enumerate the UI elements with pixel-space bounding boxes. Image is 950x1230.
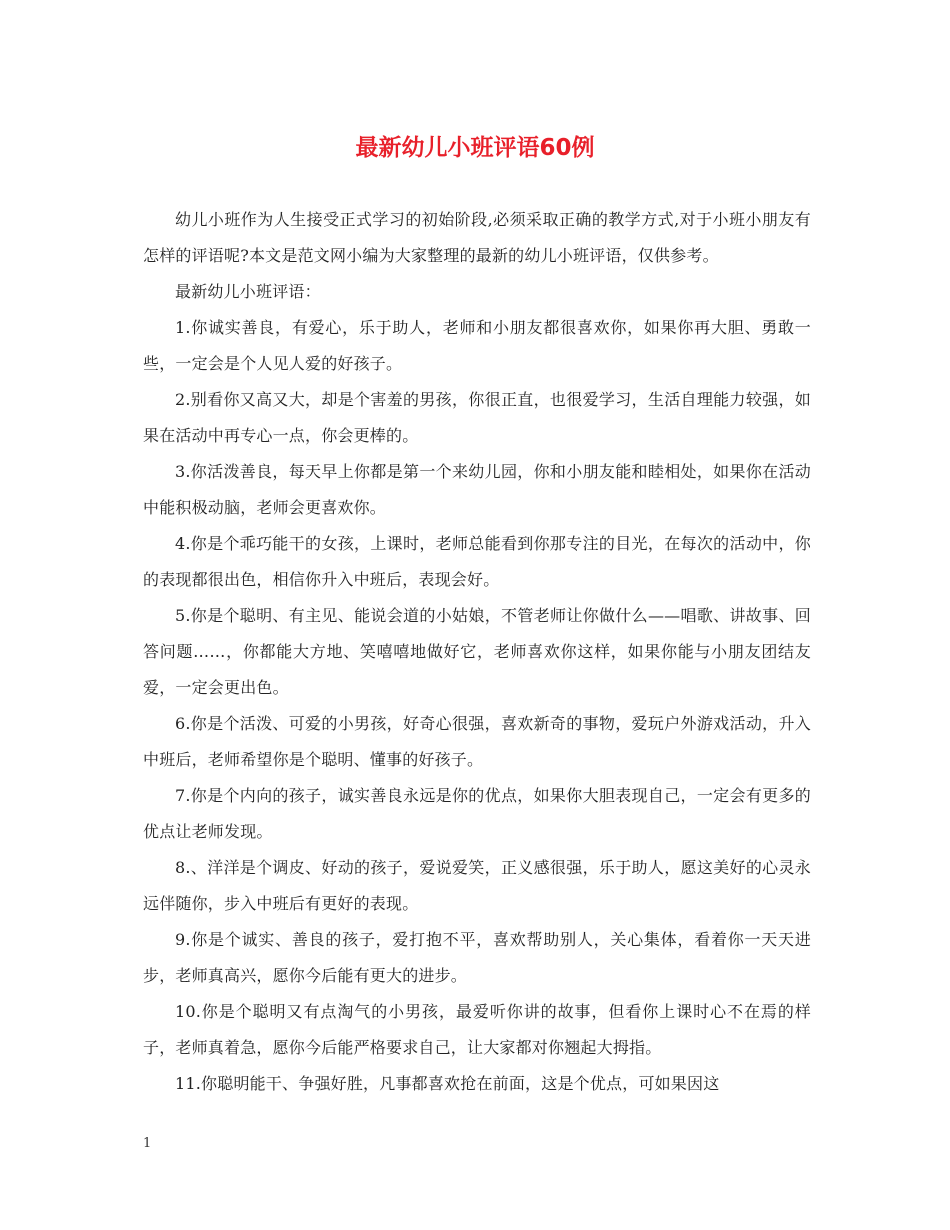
page-number: 1 bbox=[143, 1136, 152, 1151]
comment-item-8: 8.、洋洋是个调皮、好动的孩子，爱说爱笑，正义感很强，乐于助人，愿这美好的心灵永远伴随你，步入中班后有更好的表现。 bbox=[143, 858, 811, 913]
intro-paragraph: 幼儿小班作为人生接受正式学习的初始阶段,必须采取正确的教学方式,对于小班小朋友有怎样的评语呢?本文是范文网小编为大家整理的最新的幼儿小班评语，仅供参考。 bbox=[143, 210, 811, 265]
comment-item-11: 11.你聪明能干、争强好胜，凡事都喜欢抢在前面，这是个优点，可如果因这 bbox=[175, 1074, 720, 1093]
comment-item-4: 4.你是个乖巧能干的女孩，上课时，老师总能看到你那专注的目光，在每次的活动中，你的表现都很出色，相信你升入中班后，表现会好。 bbox=[143, 534, 811, 589]
comment-item-9: 9.你是个诚实、善良的孩子，爱打抱不平，喜欢帮助别人，关心集体，看着你一天天进步，老师真高兴，愿你今后能有更大的进步。 bbox=[143, 930, 811, 985]
comment-item-6: 6.你是个活泼、可爱的小男孩，好奇心很强，喜欢新奇的事物，爱玩户外游戏活动，升入中班后，老师希望你是个聪明、懂事的好孩子。 bbox=[143, 714, 811, 769]
comment-item-2: 2.别看你又高又大，却是个害羞的男孩，你很正直，也很爱学习，生活自理能力较强，如果在活动中再专心一点，你会更棒的。 bbox=[143, 390, 811, 445]
comment-item-1: 1.你诚实善良，有爱心，乐于助人，老师和小朋友都很喜欢你，如果你再大胆、勇敢一些，一定会是个人见人爱的好孩子。 bbox=[143, 318, 811, 373]
comment-item-5: 5.你是个聪明、有主见、能说会道的小姑娘，不管老师让你做什么——唱歌、讲故事、回答问题……，你都能大方地、笑嘻嘻地做好它，老师喜欢你这样，如果你能与小朋友团结友爱，一定会更出色。 bbox=[143, 606, 811, 697]
document-title: 最新幼儿小班评语60例 bbox=[355, 135, 595, 161]
comment-item-7: 7.你是个内向的孩子，诚实善良永远是你的优点，如果你大胆表现自己，一定会有更多的优点让老师发现。 bbox=[143, 786, 811, 841]
comment-item-10: 10.你是个聪明又有点淘气的小男孩，最爱听你讲的故事，但看你上课时心不在焉的样子，老师真着急，愿你今后能严格要求自己，让大家都对你翘起大拇指。 bbox=[143, 1002, 811, 1057]
section-heading: 最新幼儿小班评语： bbox=[175, 282, 321, 301]
comment-item-3: 3.你活泼善良，每天早上你都是第一个来幼儿园，你和小朋友能和睦相处，如果你在活动中能积极动脑，老师会更喜欢你。 bbox=[143, 462, 811, 517]
document-body bbox=[143, 202, 811, 1102]
